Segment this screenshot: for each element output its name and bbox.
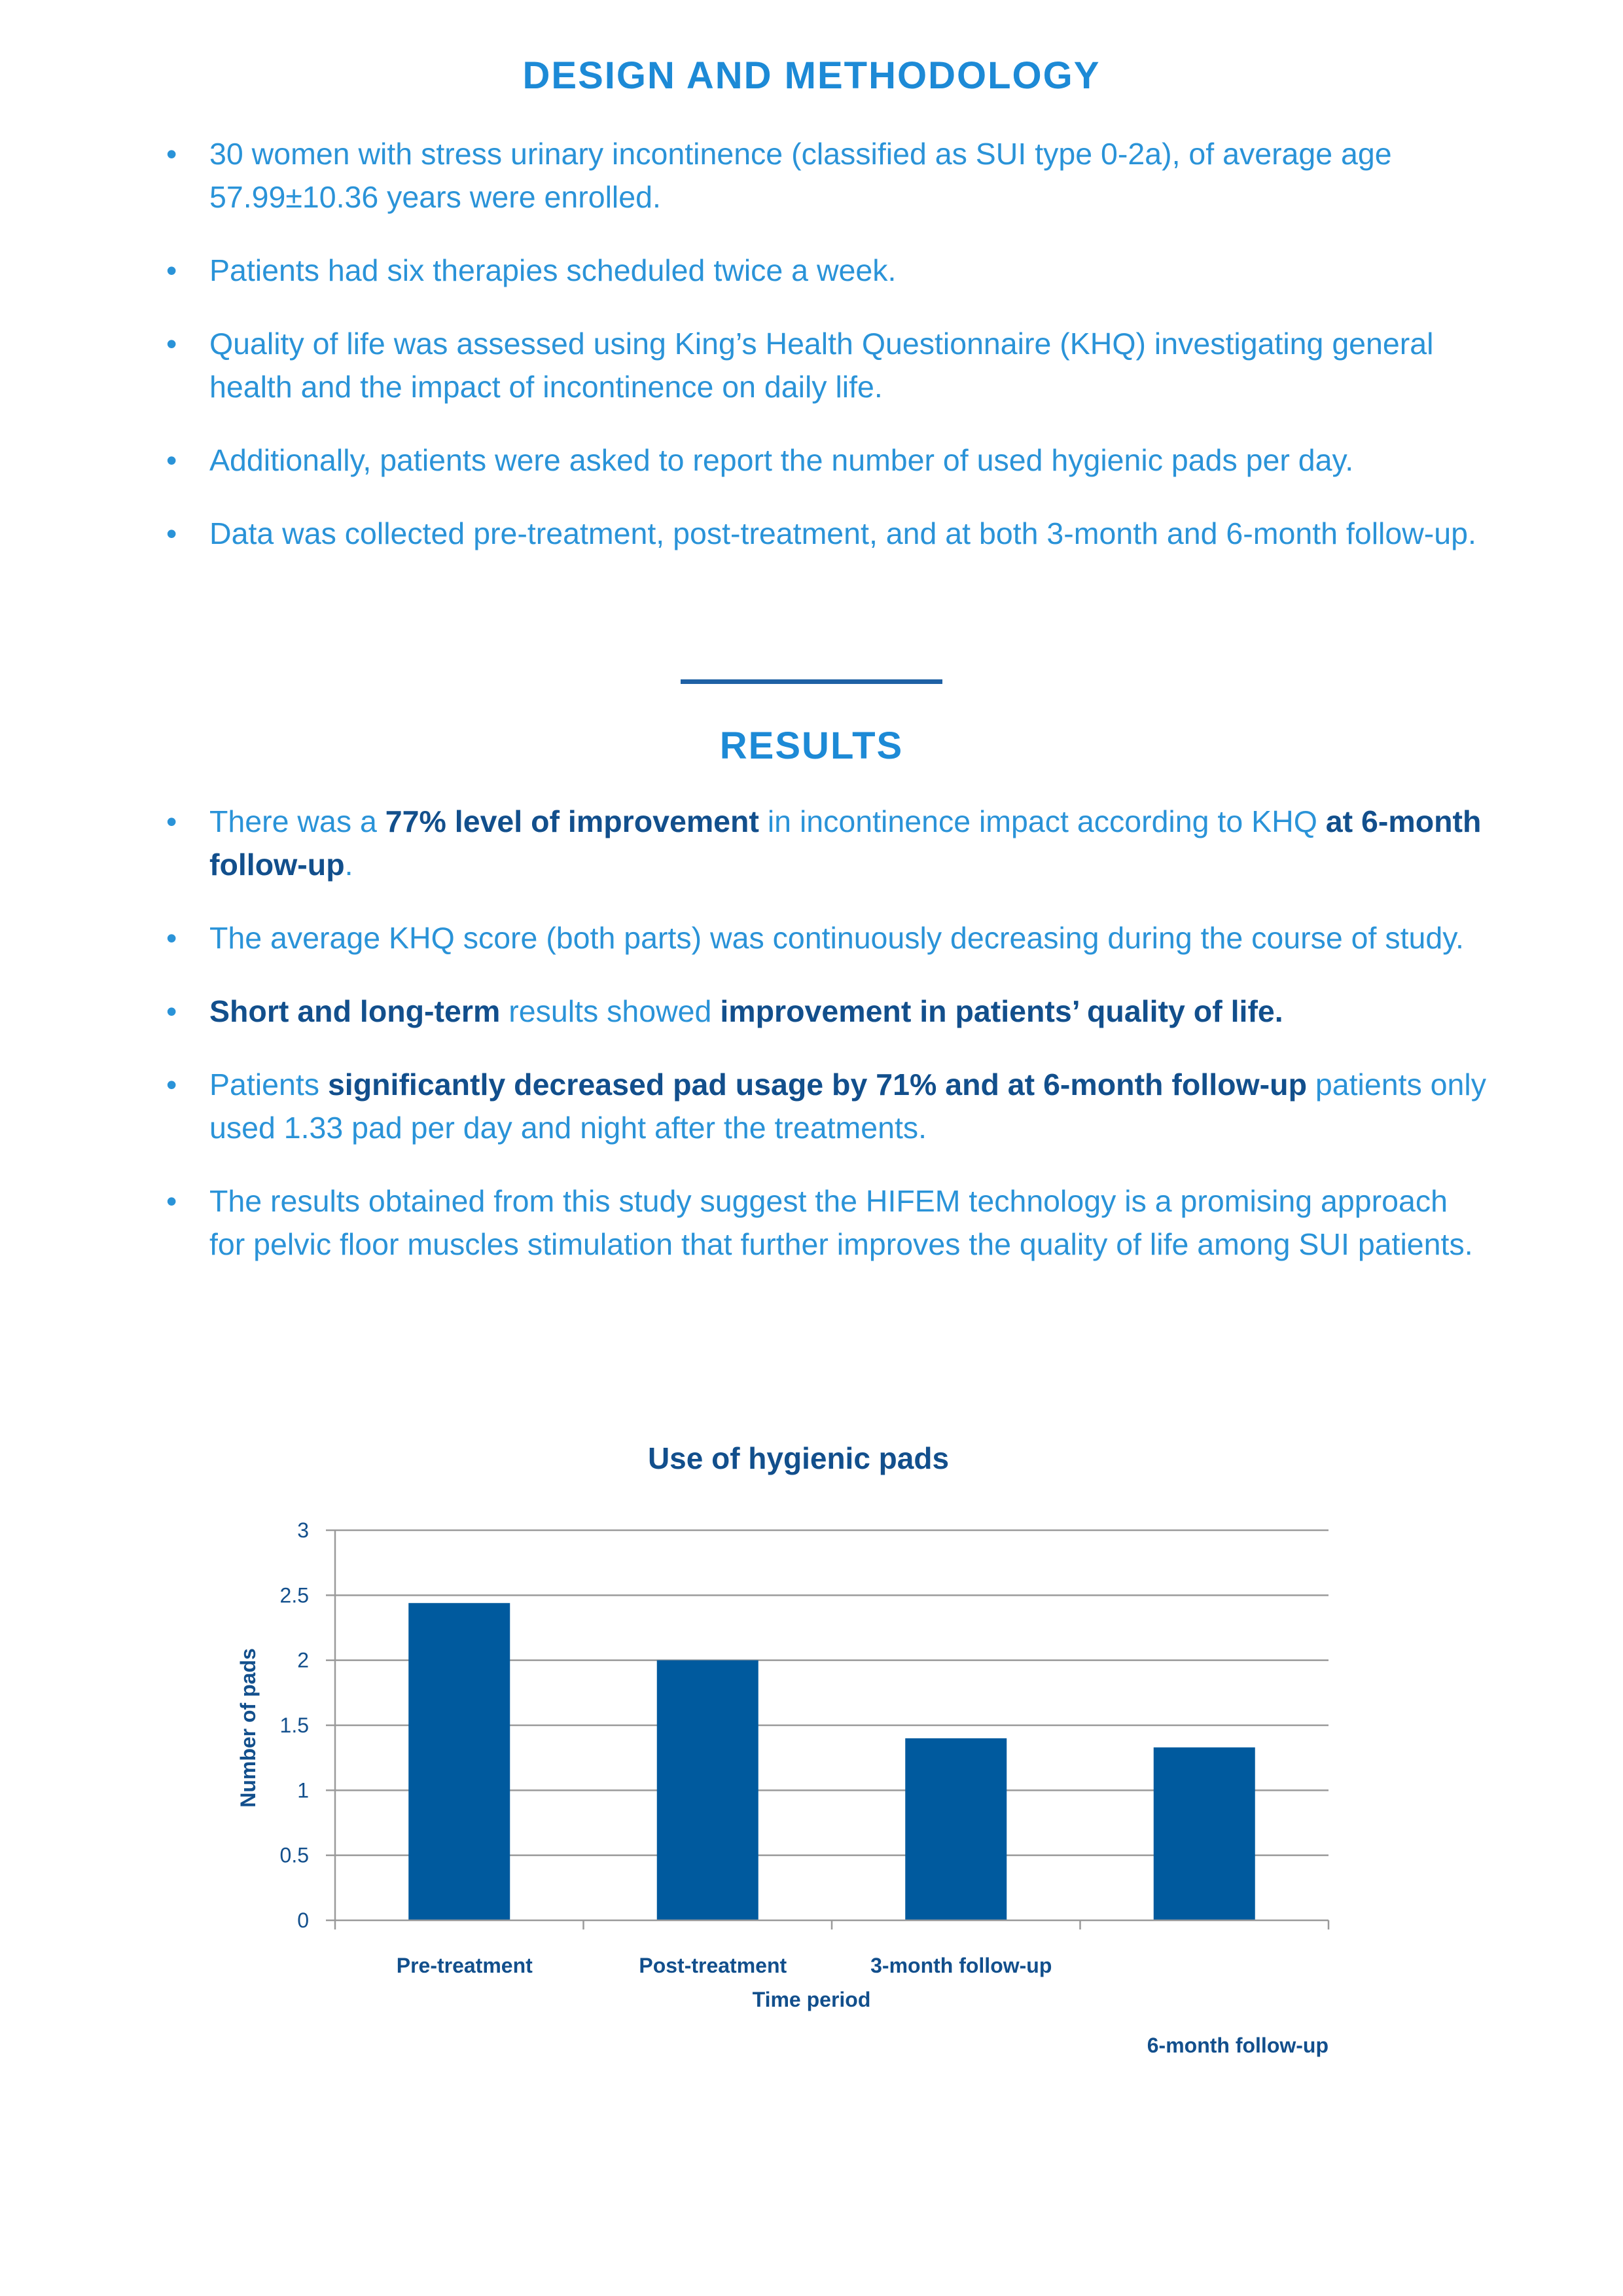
bullet-text-bold: improvement in patients’ quality of life. <box>720 994 1283 1028</box>
chart-bar <box>1154 1748 1255 1920</box>
chart-y-tick-label: 2.5 <box>279 1583 309 1607</box>
design-bullet-item <box>166 249 1488 292</box>
design-heading: DESIGN AND METHODOLOGY <box>522 54 1101 97</box>
chart-bar <box>905 1738 1007 1920</box>
chart-title: Use of hygienic pads <box>647 1441 950 1475</box>
results-bullet-item <box>166 990 1488 1033</box>
bullet-text: . <box>344 848 353 882</box>
design-bullet-item <box>166 512 1488 555</box>
pad-usage-chart <box>0 1414 1623 2068</box>
chart-y-tick-label: 1.5 <box>279 1713 309 1737</box>
bullet-marker: • <box>166 994 177 1028</box>
chart-y-tick-labels <box>280 1518 309 1932</box>
bullet-marker: • <box>166 516 177 550</box>
design-bullet-list <box>166 132 1488 585</box>
chart-y-tick-label: 0 <box>297 1909 309 1932</box>
bullet-text: patients only used 1.33 pad per day and night after the treatments. <box>209 1067 1486 1145</box>
chart-y-tick-label: 3 <box>297 1518 309 1542</box>
chart-bar <box>408 1603 510 1920</box>
chart-bar <box>657 1660 758 1920</box>
bullet-text: There was a <box>209 804 385 838</box>
chart-y-axis-label: Number of pads <box>236 1648 260 1808</box>
bullet-marker: • <box>166 804 177 838</box>
results-bullet-item <box>166 800 1488 886</box>
bullet-text: Patients had six therapies scheduled twice a week. <box>209 253 897 287</box>
results-bullet-item <box>166 1063 1488 1149</box>
bullet-marker: • <box>166 443 177 477</box>
design-bullet-item <box>166 439 1488 482</box>
section-divider <box>681 679 942 684</box>
chart-y-tick-label: 1 <box>297 1778 309 1803</box>
bullet-marker: • <box>166 327 177 361</box>
design-bullet-item <box>166 322 1488 408</box>
results-bullet-item <box>166 916 1488 960</box>
bullet-text: Patients <box>209 1067 328 1102</box>
bullet-text-bold: significantly decreased pad usage by 71% and at 6-month follow-up <box>327 1067 1307 1102</box>
bullet-text: results showed <box>500 994 721 1028</box>
bullet-text: Data was collected pre-treatment, post-treatment, and at both 3-month and 6-month follow-up. <box>209 516 1476 550</box>
design-bullet-item <box>166 132 1488 219</box>
chart-x-tick-label: Post-treatment <box>639 1954 787 1977</box>
chart-x-tick-label: 6-month follow-up <box>1147 2034 1329 2057</box>
bullet-text: Quality of life was assessed using King’s Health Questionnaire (KHQ) investigating general health and the impact of incontinence on daily life. <box>209 327 1434 404</box>
bullet-text: 30 women with stress urinary incontinence (classified as SUI type 0-2a), of average age 57.99±10.36 years were enrolled. <box>209 137 1392 214</box>
bullet-text-bold: 77% level of improvement <box>385 804 759 838</box>
bullet-text: Additionally, patients were asked to report the number of used hygienic pads per day. <box>209 443 1354 477</box>
chart-x-tick-label: 3-month follow-up <box>870 1954 1052 1977</box>
chart-x-tick-label: Pre-treatment <box>396 1954 533 1977</box>
results-bullet-list <box>166 800 1488 1296</box>
bullet-marker: • <box>166 921 177 955</box>
bullet-text-bold: at 6-month follow-up <box>209 804 1482 882</box>
bullet-text: The average KHQ score (both parts) was continuously decreasing during the course of study. <box>209 921 1464 955</box>
bullet-text-bold: Short and long-term <box>209 994 501 1028</box>
chart-bars <box>408 1603 1255 1920</box>
chart-y-tick-label: 2 <box>297 1648 309 1672</box>
bullet-marker: • <box>166 137 177 171</box>
bullet-marker: • <box>166 1184 177 1218</box>
bullet-marker: • <box>166 253 177 287</box>
bullet-text: in incontinence impact according to KHQ <box>758 804 1326 838</box>
chart-y-tick-label: 0.5 <box>279 1843 309 1867</box>
results-bullet-item <box>166 1179 1488 1266</box>
results-heading: RESULTS <box>719 725 904 767</box>
bullet-text: The results obtained from this study suggest the HIFEM technology is a promising approach for pelvic floor muscles stimulation that further improves the quality of life among SUI patients. <box>209 1184 1473 1261</box>
chart-x-axis-label: Time period <box>752 1988 871 2011</box>
bullet-marker: • <box>166 1067 177 1102</box>
